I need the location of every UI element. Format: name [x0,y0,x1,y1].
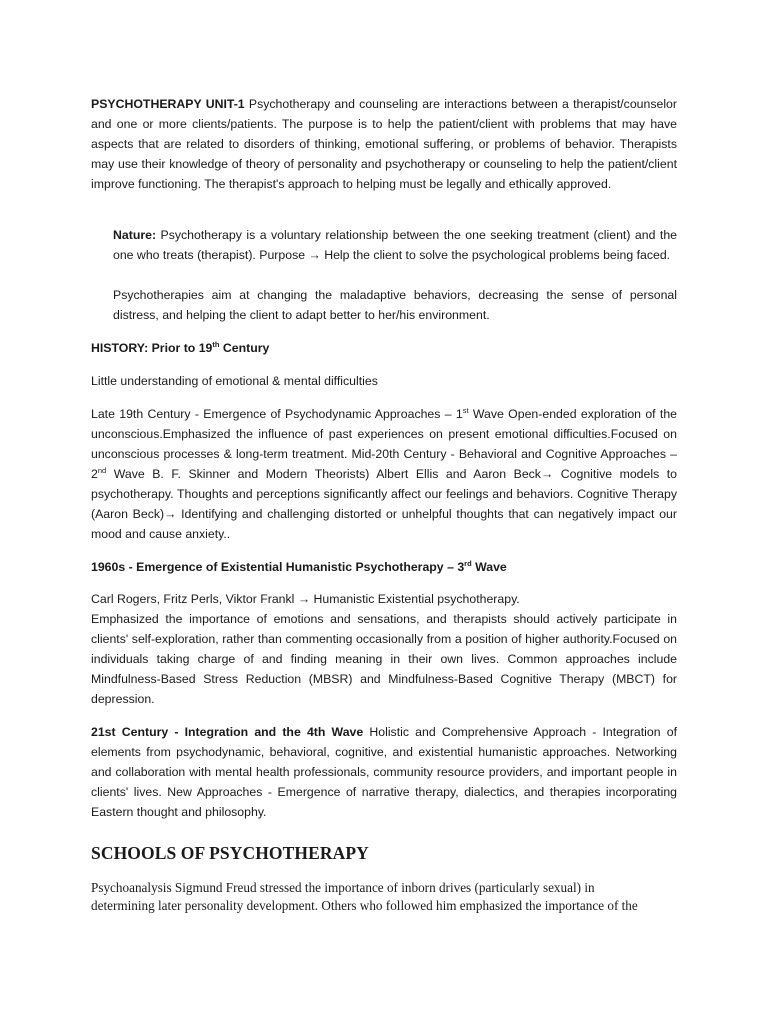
history-heading-suffix: Century [219,341,270,355]
sixties-heading-suffix: Wave [471,560,507,574]
late19-text-d: Cognitive models to psychotherapy. Thoughts and perceptions significantly affect our feelings and behaviors. Cognitive Therapy (Aaron Beck) [91,467,677,521]
sixties-heading-text: 1960s - Emergence of Existential Humanistic Psychotherapy – 3 [91,560,465,574]
unit-title: PSYCHOTHERAPY UNIT-1 [91,97,245,111]
late19-text-b: Wave Open-ended exploration of the unconscious.Emphasized the influence of past experiences on present emotional difficulties.Focused on unconscious processes & long-term treatment. Mid-20th Century - Behavioral and Cognitive Approaches – 2 [91,407,678,481]
history-heading-sup: th [212,340,220,349]
schools-heading: SCHOOLS OF PSYCHOTHERAPY [91,843,369,863]
late19-text-c: Wave B. F. Skinner and Modern Theorists) Albert Ellis and Aaron Beck [106,467,541,481]
history-line: Little understanding of emotional & mental difficulties [91,374,378,388]
late19-sup-a: st [462,406,469,415]
arrow-icon: → [308,248,321,262]
nature-text: Psychotherapy is a voluntary relationship between the one seeking treatment (client) and the one who treats (therapist). Purpose [113,228,677,262]
sixties-heading [91,557,677,577]
nature-paragraph [113,225,677,265]
twentyfirst-heading: 21st Century - Integration and the 4th Wave [91,725,364,739]
schools-line-1: Psychoanalysis Sigmund Freud stressed the importance of inborn drives (particularly sexual) in [91,880,595,895]
sixties-heading-sup: rd [464,559,472,568]
sixties-paragraph: Emphasized the importance of emotions and sensations, and therapists should actively participate in clients' self-exploration, rather than commenting occasionally from a position of higher authority.Focused on individuals taking charge of and finding meaning in their own lives. Common approaches include Mindfulness-Based Stress Reduction (MBSR) and Mindfulness-Based Cognitive Therapy (MBCT) for depression. [91,612,677,706]
unit-intro-text: Psychotherapy and counseling are interactions between a therapist/counselor and one or more clients/patients. The purpose is to help the patient/client with problems that may have aspects that are related to disorders of thinking, emotional suffering, or problems of behavior. Therapists may use their knowledge of theory of personality and psychotherapy or counseling to help the patient/client improve functioning. The therapist's approach to helping must be legally and ethically approved. [91,97,677,191]
schools-line-2: determining later personality development. Others who followed him emphasized the importance of the [91,898,638,913]
sixties-names-after: Humanistic Existential psychotherapy. [310,592,520,606]
history-heading [91,338,677,358]
late-19th-century-paragraph [91,404,677,544]
twentyfirst-century-paragraph [91,722,677,822]
nature-text-after: Help the client to solve the psychological problems being faced. [320,248,671,262]
nature-label: Nature: [113,228,157,242]
arrow-icon: → [164,507,177,521]
history-heading-text: HISTORY: Prior to 19 [91,341,213,355]
unit-intro-paragraph [91,94,677,194]
sixties-names: Carl Rogers, Fritz Perls, Viktor Frankl [91,592,298,606]
late19-text-e: Identifying and challenging distorted or unhelpful thoughts that can negatively impact our mood and cause anxiety.. [91,507,677,541]
sixties-names-line [91,589,677,609]
arrow-icon: → [540,467,554,481]
arrow-icon: → [297,592,311,606]
psychotherapies-aim-paragraph: Psychotherapies aim at changing the maladaptive behaviors, decreasing the sense of personal distress, and helping the client to adapt better to her/his environment. [113,288,677,322]
late19-sup-b: nd [97,466,107,475]
late19-text-a: Late 19th Century - Emergence of Psychodynamic Approaches – 1 [91,407,463,421]
twentyfirst-text: Holistic and Comprehensive Approach - Integration of elements from psychodynamic, behavioral, cognitive, and existential humanistic approaches. Networking and collaboration with mental health professionals, community resource providers, and important people in clients' lives. New Approaches - Emergence of narrative therapy, dialectics, and therapies incorporating Eastern thought and philosophy. [91,725,677,819]
